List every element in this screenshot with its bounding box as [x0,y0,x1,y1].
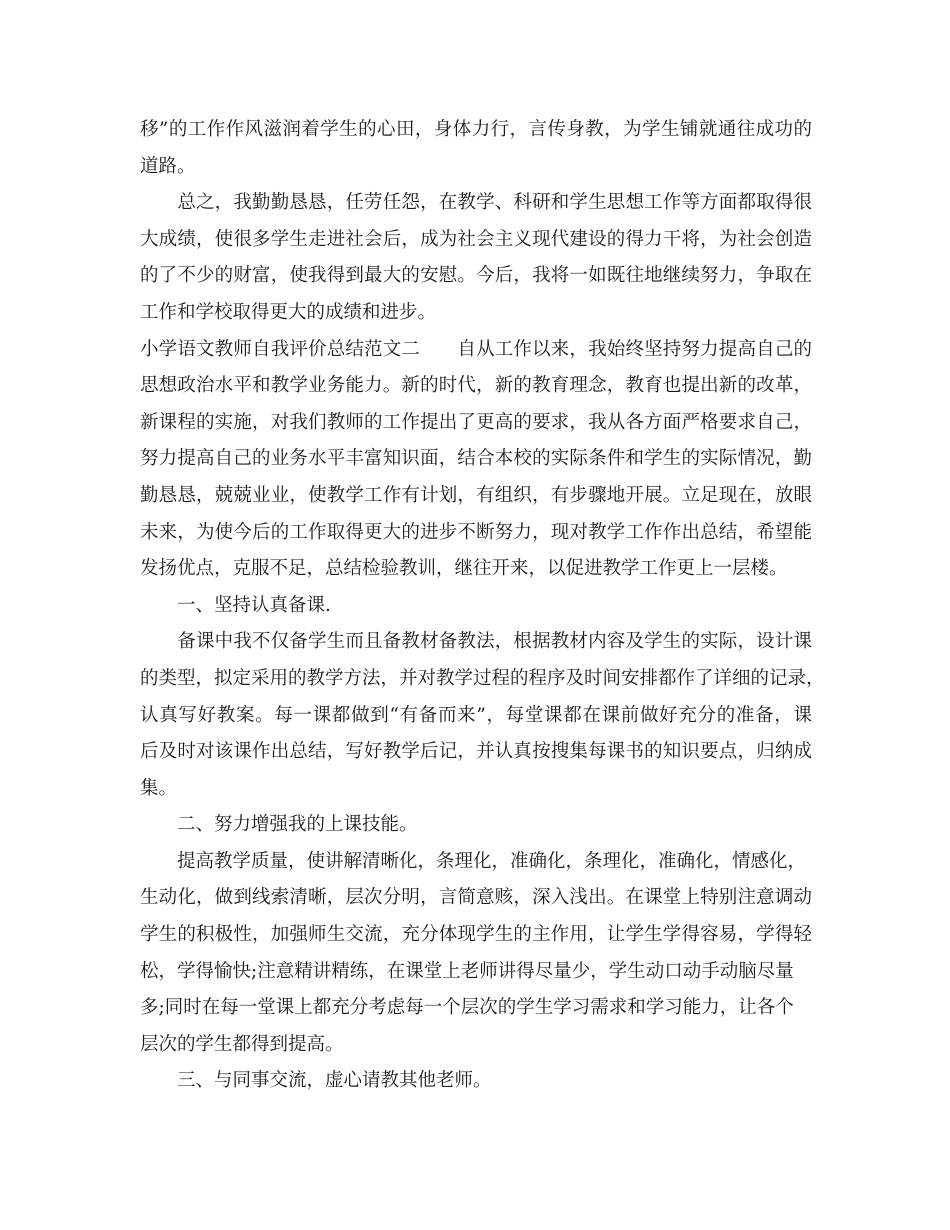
section-heading: 三、与同事交流，虚心请教其他老师。 [140,1070,492,1092]
text-line: 道路。 [140,155,196,177]
text-line: 集。 [140,777,178,799]
text-line: 努力提高自己的业务水平丰富知识面，结合本校的实际条件和学生的实际情况，勤 [140,448,812,470]
text-line: 备课中我不仅备学生而且备教材备教法，根据教材内容及学生的实际，设计课 [140,631,812,653]
text-line: 小学语文教师自我评价总结范文二 自从工作以来，我始终坚持努力提高自己的 [140,338,812,360]
text-line: 未来，为使今后的工作取得更大的进步不断努力，现对教学工作作出总结，希望能 [140,521,812,543]
text-line: 的了不少的财富，使我得到最大的安慰。今后，我将一如既往地继续努力，争取在 [140,265,812,287]
text-line: 大成绩，使很多学生走进社会后，成为社会主义现代建设的得力干将，为社会创造 [140,228,812,250]
section-heading: 二、努力增强我的上课技能。 [140,814,418,836]
text-line: 多;同时在每一堂课上都充分考虑每一个层次的学生学习需求和学习能力，让各个 [140,997,794,1019]
text-line: 思想政治水平和教学业务能力。新的时代，新的教育理念，教育也提出新的改革， [140,375,812,397]
text-line: 移”的工作作风滋润着学生的心田，身体力行，言传身教，为学生铺就通往成功的 [140,119,812,140]
text-line: 勤恳恳，兢兢业业，使教学工作有计划，有组织，有步骤地开展。立足现在，放眼 [140,484,812,506]
document-body [140,112,825,1100]
text-line: 学生的积极性，加强师生交流，充分体现学生的主作用，让学生学得容易，学得轻 [140,924,812,946]
text-line: 工作和学校取得更大的成绩和进步。 [140,301,437,323]
text-line: 生动化，做到线索清晰，层次分明，言简意赅，深入浅出。在课堂上特别注意调动 [140,887,812,909]
section-heading: 一、坚持认真备课. [140,594,331,616]
text-line: 的类型，拟定采用的教学方法，并对教学过程的程序及时间安排都作了详细的记录， [140,667,825,689]
text-line: 新课程的实施，对我们教师的工作提出了更高的要求，我从各方面严格要求自己， [140,411,812,433]
text-line: 认真写好教案。每一课都做到“有备而来”，每堂课都在课前做好充分的准备，课 [140,704,812,726]
text-line: 后及时对该课作出总结，写好教学后记，并认真按搜集每课书的知识要点，归纳成 [140,741,812,763]
text-line: 层次的学生都得到提高。 [140,1033,344,1055]
text-line: 总之，我勤勤恳恳，任劳任怨，在教学、科研和学生思想工作等方面都取得很 [140,192,812,214]
text-line: 发扬优点，克服不足，总结检验教训，继往开来，以促进教学工作更上一层楼。 [140,558,788,580]
text-line: 提高教学质量，使讲解清晰化，条理化，准确化，条理化，准确化，情感化， [140,850,807,872]
text-line: 松，学得愉快;注意精讲精练，在课堂上老师讲得尽量少，学生动口动手动脑尽量 [140,960,794,982]
